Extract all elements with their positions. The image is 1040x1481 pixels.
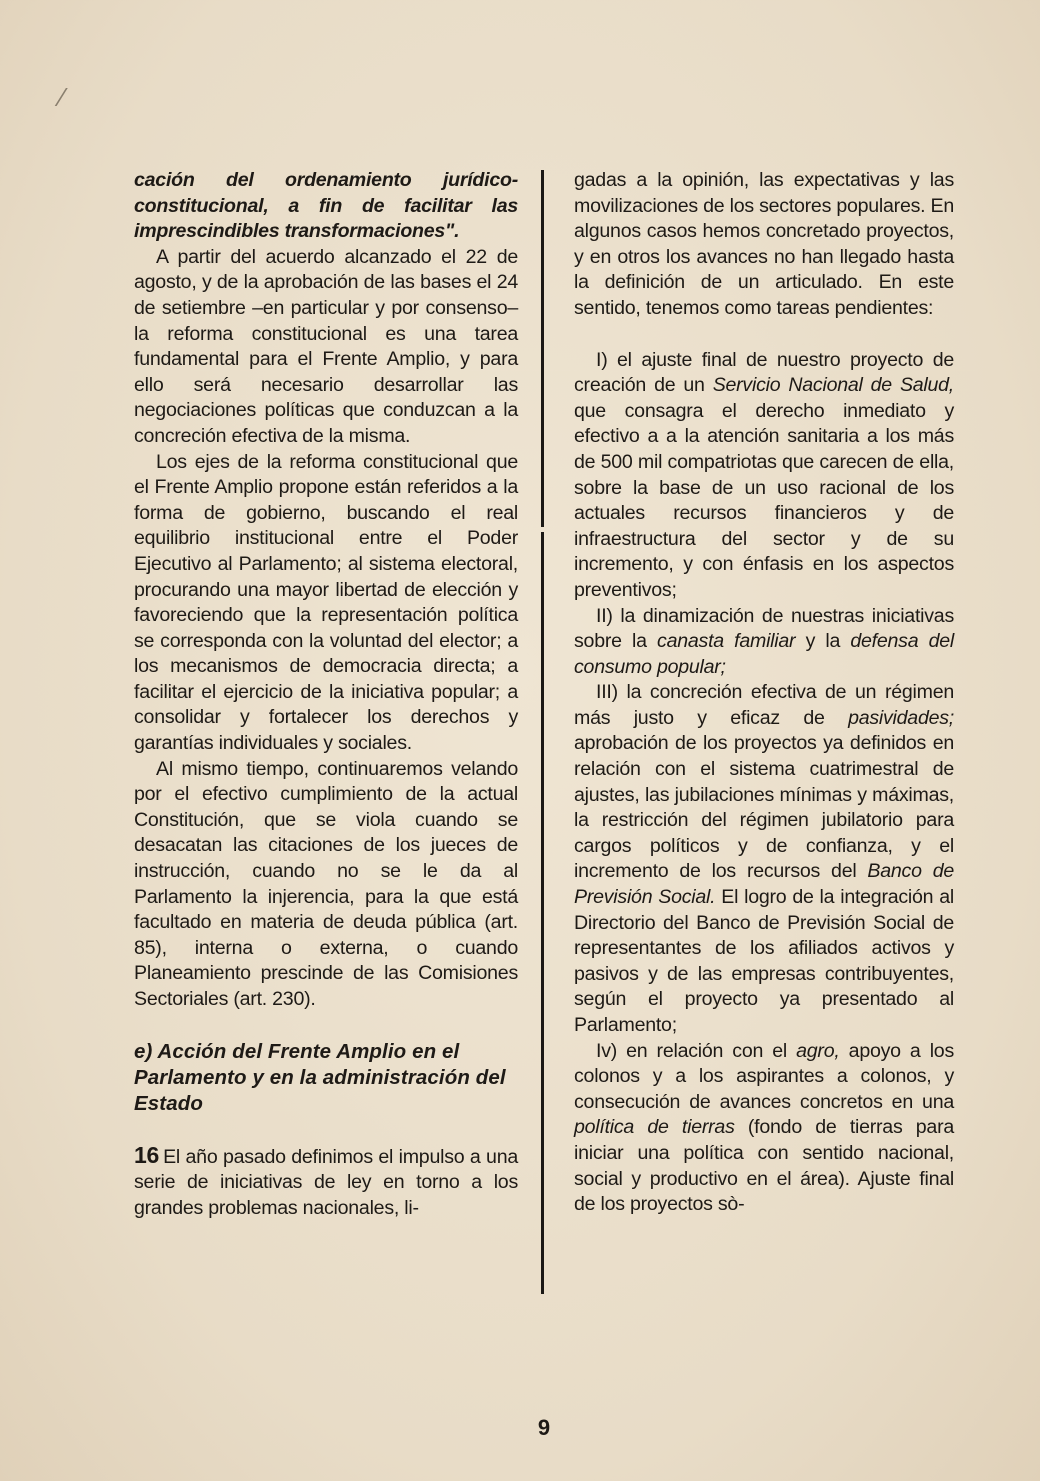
list-item-pensions <box>574 680 954 1038</box>
list-item-health-text-cont: que consagra el derecho inmediato y efectivo a a la atención sanitaria a los más de 500 mil compatriotas que carecen de ella, sobre la base de un uso racional de los actuales recursos financieros y de infraestructura del sector y de su incremento, y con énfasis en los aspectos preventivos; <box>574 399 954 601</box>
right-column <box>574 168 954 1218</box>
list-item-agro-emphasis-2: política de tierras <box>574 1116 735 1139</box>
paragraph-section-16 <box>134 1143 518 1222</box>
paragraph-reform-axes: Los ejes de la reforma constitucional que el Frente Amplio propone están referidos a la forma de gobierno, buscando el real equilibrio institucional entre el Poder Ejecutivo al Parlamento; al sistema electoral, procurando una mayor libertad de elección y favoreciendo que la representación política se corresponda con la voluntad del elector; a los mecanismos de democracia directa; a facilitar el ejercicio de la iniciativa popular; a consolidar y fortalecer los derechos y garantías individuales y sociales. <box>134 450 518 755</box>
section-heading: e) Acción del Frente Amplio en el Parlamento y en la administración del Estado <box>134 1039 506 1115</box>
section-number: 16 <box>134 1141 160 1168</box>
paragraph-agreement: A partir del acuerdo alcanzado el 22 de agosto, y de la aprobación de las bases el 24 de setiembre –en particular y por consenso– la reforma constitucional es una tarea fundamental para el Frente Amplio, y para ello será necesario desarrollar las negociaciones políticas que conduzcan a la concreción efectiva de la misma. <box>134 245 518 447</box>
list-item-agro-emphasis: agro, <box>796 1039 840 1062</box>
pencil-mark: ⁄ <box>60 82 65 112</box>
left-column <box>134 168 518 1221</box>
list-item-agro-text-end: (fondo de tierras para iniciar una política con sentido nacional, social y productivo en el área). Ajuste final de los proyectos sò- <box>574 1116 954 1216</box>
list-item-pensions-text-end: El logro de la integración al Directorio del Banco de Previsión Social de representantes de los afiliados activos y pasivos y de las empresas contribuyentes, según el proyecto ya presentado al Parlamento; <box>574 886 954 1036</box>
list-item-agro-text-cont: apoyo a los colonos y a los aspirantes a colonos, y consecución de avances concretos en una <box>574 1039 954 1113</box>
list-item-basket-text: II) la dinamización de nuestras iniciativas sobre la <box>574 604 954 653</box>
list-item-health-text: I) el ajuste final de nuestro proyecto de creación de un <box>574 348 954 397</box>
list-item-basket <box>574 604 954 681</box>
list-item-basket-text-cont: y la <box>795 630 851 653</box>
list-item-agro <box>574 1039 954 1218</box>
list-item-pensions-emphasis: pasividades; <box>848 706 954 729</box>
list-item-health-emphasis: Servicio Nacional de Salud, <box>712 374 954 397</box>
list-item-pensions-emphasis-2: Banco de Previsión Social. <box>574 860 954 909</box>
column-divider-top <box>541 170 544 527</box>
list-item-basket-emphasis: canasta familiar <box>657 630 796 653</box>
list-item-agro-text: Iv) en relación con el <box>596 1039 797 1062</box>
page-number: 9 <box>537 1415 551 1440</box>
paragraph-constitution-compliance: Al mismo tiempo, continuaremos velando por el efectivo cumplimiento de la actual Constitución, que se viola cuando se desacatan las citaciones de los jueces de instrucción, cuando no se le da al Parlamento la injerencia, para la que está facultado en materia de deuda pública (art. 85), interna o externa, o cuando Planeamiento prescinde de las Comisiones Sectoriales (art. 230). <box>134 757 518 1010</box>
list-item-pensions-text: III) la concreción efectiva de un régimen más justo y eficaz de <box>574 681 954 729</box>
paragraph-section-16-text: El año pasado definimos el impulso a una serie de iniciativas de ley en torno a los grandes problemas nacionales, li- <box>134 1145 518 1219</box>
list-item-basket-emphasis-2: defensa del consumo popular; <box>574 630 955 678</box>
list-item-health <box>574 348 954 604</box>
column-divider-bottom <box>541 532 544 1294</box>
paragraph-pending-tasks: gadas a la opinión, las expectativas y las movilizaciones de los sectores populares. En algunos casos hemos concretado proyectos, y en otros los avances no han llegado hasta la definición de un articulado. En este sentido, tenemos como tareas pendientes: <box>574 169 954 319</box>
paragraph-continued-quote: cación del ordenamiento jurídico-constitucional, a fin de facilitar las imprescindibles transformaciones". <box>134 169 518 243</box>
list-item-pensions-text-cont: aprobación de los proyectos ya definidos en relación con el sistema cuatrimestral de ajustes, las jubilaciones mínimas y máximas, la restricción del régimen jubilatorio para cargos políticos y de confianza, y el incremento de los recursos del <box>574 732 954 883</box>
